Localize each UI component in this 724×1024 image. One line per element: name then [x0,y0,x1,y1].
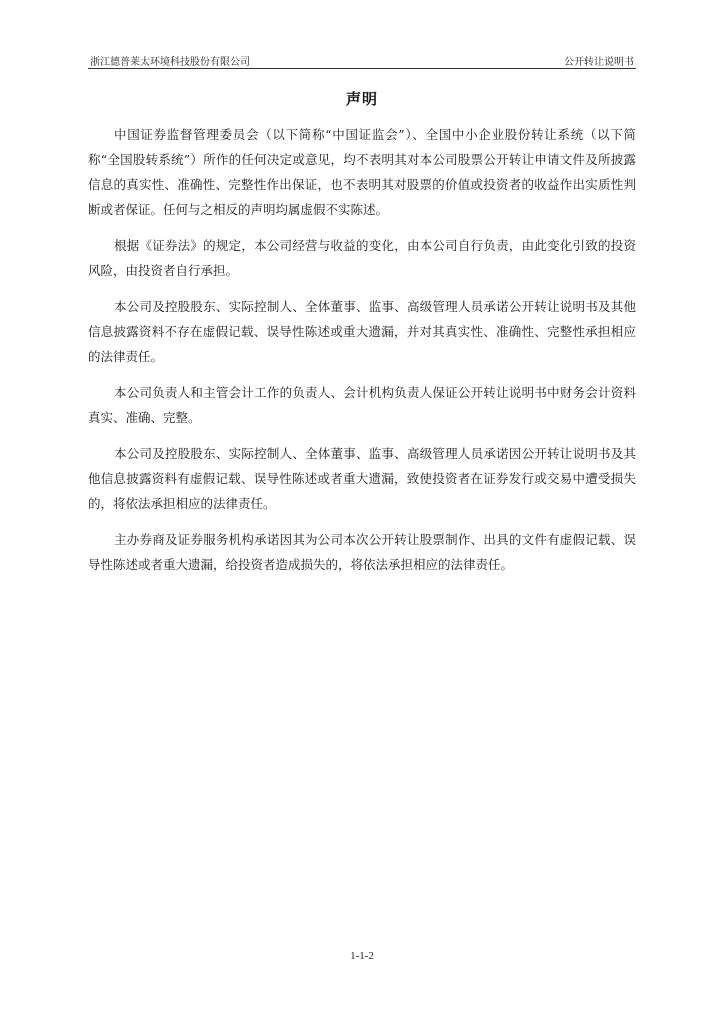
statement-paragraph: 本公司及控股股东、实际控制人、全体董事、监事、高级管理人员承诺因公开转让说明书及其他信息披露资料有虚假记载、误导性陈述或者重大遗漏，致使投资者在证券发行或交易中遭受损失的，将依法承担相应的法律责任。 [88,446,636,511]
statement-paragraph: 本公司负责人和主管会计工作的负责人、会计机构负责人保证公开转让说明书中财务会计资料真实、准确、完整。 [88,385,636,425]
statement-paragraph: 根据《证券法》的规定，本公司经营与收益的变化，由本公司自行负责，由此变化引致的投资风险，由投资者自行承担。 [88,238,636,278]
header-company-name: 浙江德普莱太环境科技股份有限公司 [90,57,250,68]
page-title: 声明 [345,90,378,108]
header-document-title: 公开转让说明书 [564,57,634,68]
statement-paragraph: 主办券商及证券服务机构承诺因其为公司本次公开转让股票制作、出具的文件有虚假记载、误导性陈述或者重大遗漏，给投资者造成损失的，将依法承担相应的法律责任。 [88,532,636,572]
page-number: 1-1-2 [350,950,374,962]
statement-paragraph: 中国证券监督管理委员会（以下简称“中国证监会”）、全国中小企业股份转让系统（以下简称“全国股转系统”）所作的任何决定或意见，均不表明其对本公司股票公开转让申请文件及所披露信息的真实性、准确性、完整性作出保证，也不表明其对股票的价值或投资者的收益作出实质性判断或者保证。任何与之相反的声明均属虚假不实陈述。 [88,127,636,217]
page-header [88,52,636,69]
statement-paragraph: 本公司及控股股东、实际控制人、全体董事、监事、高级管理人员承诺公开转让说明书及其他信息披露资料不存在虚假记载、误导性陈述或重大遗漏，并对其真实性、准确性、完整性承担相应的法律责任。 [88,299,636,364]
statement-body [88,122,636,588]
